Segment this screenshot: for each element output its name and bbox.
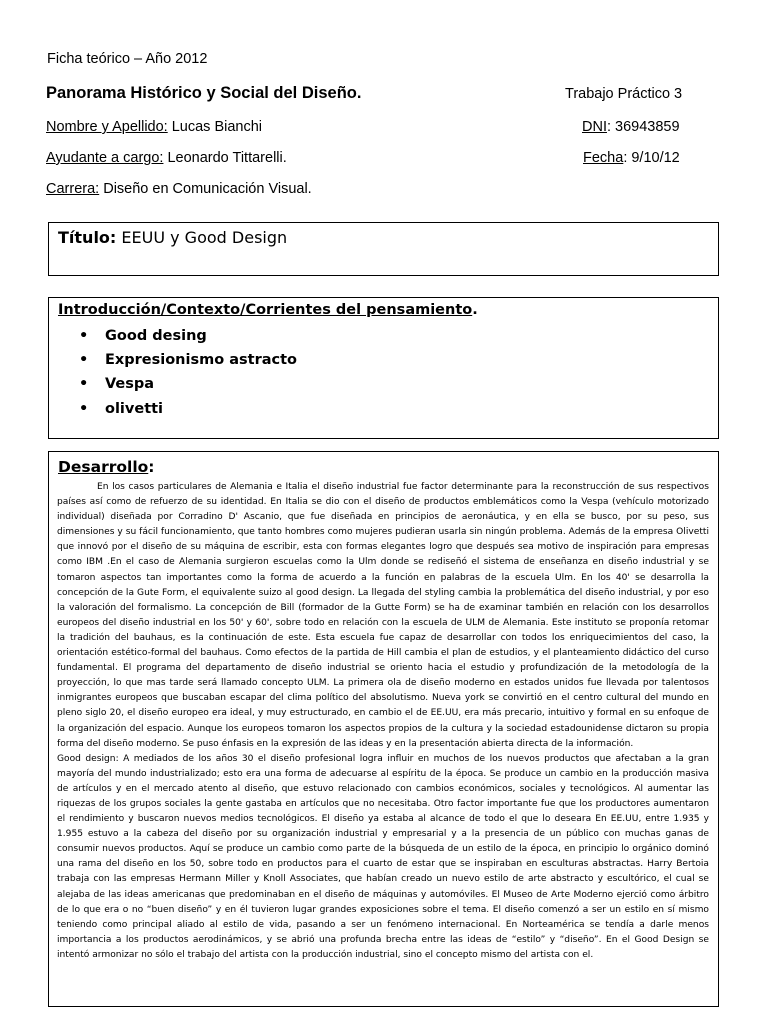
intro-list: [79, 326, 297, 423]
bullet-icon: •: [79, 376, 89, 393]
list-item: [79, 350, 297, 374]
desarrollo-body: [57, 480, 709, 963]
bullet-icon: •: [79, 352, 89, 369]
nombre-label: Nombre y Apellido:: [46, 119, 168, 135]
carrera-value: Diseño en Comunicación Visual.: [99, 181, 312, 197]
desarrollo-heading-suffix: :: [148, 458, 155, 476]
ayudante-row: [46, 150, 287, 166]
titulo-box: [48, 222, 719, 276]
desarrollo-box: [48, 451, 719, 1007]
desarrollo-heading-text: Desarrollo: [58, 458, 149, 476]
list-item-text: Good desing: [105, 328, 207, 344]
trabajo-practico-label: Trabajo Práctico 3: [565, 86, 683, 102]
carrera-label: Carrera:: [46, 181, 100, 197]
list-item-text: olivetti: [105, 400, 164, 417]
nombre-value: Lucas Bianchi: [167, 119, 263, 135]
dni-row: [582, 119, 680, 135]
desarrollo-paragraph-2: Good design: A mediados de los años 30 el diseño profesional logra influir en muchos de los nuevos productos que afectaban a la gran mayoría del mundo industrializado; esto era una forma de adecuarse al espíritu de la época. Se produce un cambio en la producción masiva de artículos y en el mercado atento al diseño, que estuvo relacionado con cambios económicos, sociales y tecnológicos. Al aumentar las riquezas de los grupos sociales la gente gastaba en artículos que no necesitaba. Otro factor importante fue que los productores aumentaron el rendimiento y buscaron nuevos medios tecnológicos. El diseño ya estaba al alcance de todo el que lo deseara En EE.UU, entre 1.935 y 1.955 estuvo a la cabeza del diseño por su organización industrial y empresarial y a la presencia de un público con muchas ganas de consumir nuevos productos. Aquí se produce un cambio como parte de la búsqueda de un estilo de la época, en principio lo orgánico dominó una rama del diseño en los 50, sobre todo en productos para el cuarto de estar que se inspiraban en esculturas abstractas. Harry Bertoia trabaja con las empresas Hermann Miller y Knoll Associates, que habían creado un nuevo estilo de arte abstracto y escultórico, el cual se alejaba de las ideas americanas que predominaban en el diseño de máquinas y automóviles. El Museo de Arte Moderno ejerció como árbitro de lo que era o no “buen diseño” y en él tuvieron lugar grandes exposiciones sobre el tema. El diseño comenzó a ser un estilo en sí mismo teniendo como principal aliado al estilo de vida, pasando a ser un fenómeno internacional. En Norteamérica se tendía a darle menos importancia a los productos aerodinámicos, y se abrió una profunda brecha entre las ideas de “estilo” y “diseño”. En el Good Design se intentó armonizar no sólo el trabajo del artista con la producción industrial, sino el concepto mismo del artista con el.: [57, 753, 709, 960]
titulo-value: EEUU y Good Design: [116, 228, 288, 247]
ayudante-label: Ayudante a cargo:: [46, 150, 164, 166]
intro-box: [48, 297, 719, 439]
list-item: [79, 399, 297, 423]
bullet-icon: •: [79, 328, 89, 344]
intro-heading-text: Introducción/Contexto/Corrientes del pensamiento: [58, 302, 473, 318]
intro-heading-suffix: .: [472, 302, 478, 318]
desarrollo-heading: [58, 458, 154, 476]
list-item: [79, 326, 297, 350]
ficha-label: Ficha teórico – Año 2012: [47, 51, 208, 67]
document-title: Panorama Histórico y Social del Diseño.: [46, 84, 362, 102]
desarrollo-paragraph-1: En los casos particulares de Alemania e Italia el diseño industrial fue factor determinante para la reconstrucción de sus respectivos países así como de refuerzo de su identidad. En Italia se dio con el diseño de productos emblemáticos como la Vespa (vehículo motorizado individual) diseñada por Corradino D' Ascanio, que fue diseñada en principios de aeronáutica, y en ella se busco, por su peso, sus dimensiones y su fácil funcionamiento, que tanto hombres como mujeres pudieran usarla sin ningún problema. Además de la empresa Olivetti que innovó por el diseño de su máquina de escribir, esta con formas elegantes logro que después sea motivo de inspiración para empresas como IBM .En el caso de Alemania surgieron escuelas como la Ulm donde se rediseñó el sistema de enseñanza en diseño industrial y se tomaron aspectos tan importantes como la forma de acuerdo a la función en palabras de la escuela Ulm. En los 40' se desarrolla la concepción de la Gute Form, el equivalente suizo al good design. La llegada del styling cambia la problemática del diseño industrial, y por eso la valoración del formalismo. La concepción de Bill (formador de la Gutte Form) se ha de examinar también en relación con los desarrollos europeos del diseño industrial en los 50' y 60', sobre todo en relación con la escuela de ULM de Alemania. Este instituto se proponía retomar la tradición del bauhaus, es la continuación de este. Esta escuela fue capaz de desarrollar con todos los enriquecimientos del caso, la orientación estético-formal del bauhaus. Como efectos de la partida de Hill cambia el plan de estudios, y el planteamiento didáctico del curso fundamental. El programa del departamento de diseño industrial se oriento hacia el estudio y profundización de la metodología de la proyección, lo que mas tarde será llamado concepto ULM. La primera ola de diseño moderno en estados unidos fue llevada por talentosos inmigrantes europeos que buscaban escapar del clima político del absolutismo. Nueva york se convirtió en el centro cultural del mundo en pleno siglo 20, el diseño europeo era ideal, y muy estructurado, en cambio el de EE.UU, era más precario, intuitivo y formal en su enfoque de la organización del espacio. Aunque los europeos tomaron los aspectos propios de la cultura y la sociedad estadounidense dictaron su propia forma del diseño moderno. Se puso énfasis en la expresión de las ideas y en la presentación abierta directa de la información.: [57, 482, 709, 749]
nombre-row: [46, 119, 262, 135]
intro-heading: [58, 302, 478, 318]
dni-value: : 36943859: [606, 119, 680, 135]
list-item: [79, 374, 297, 398]
fecha-value: : 9/10/12: [623, 150, 680, 166]
ayudante-value: Leonardo Tittarelli.: [163, 150, 287, 166]
titulo-line: [58, 228, 287, 247]
fecha-label: Fecha: [583, 150, 624, 166]
fecha-row: [583, 150, 680, 166]
dni-label: DNI: [582, 119, 607, 135]
bullet-icon: •: [79, 400, 89, 417]
list-item-text: Vespa: [105, 376, 155, 393]
carrera-row: [46, 181, 312, 197]
titulo-label: Título:: [58, 228, 117, 247]
list-item-text: Expresionismo astracto: [105, 352, 297, 369]
